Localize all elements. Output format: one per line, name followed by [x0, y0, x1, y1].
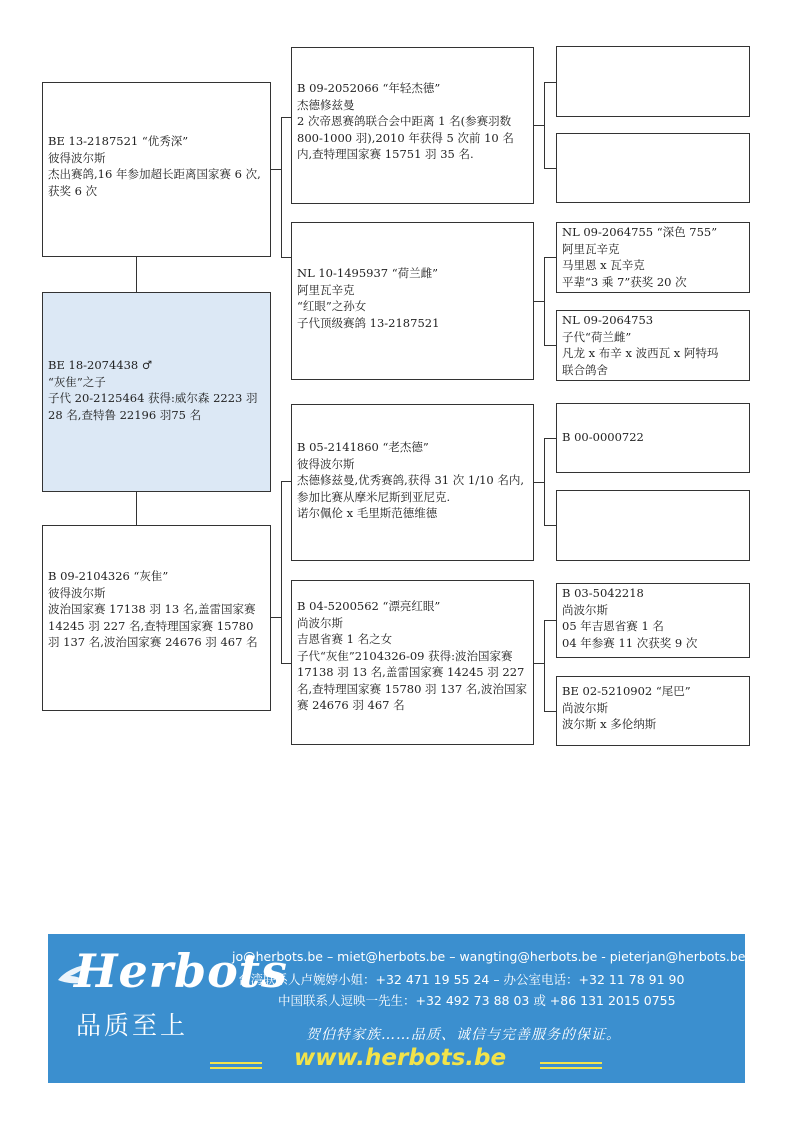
- sire-sire-line: 杰德修兹曼: [297, 97, 355, 112]
- gen4-sd-dam-line: 凡龙 x 布辛 x 波西瓦 x 阿特玛: [562, 346, 719, 360]
- sire-sire-line: 2 次帝恩赛鸽联合会中距离 1 名(参赛羽数 800-1000 羽),2010 年获得 5 次前 10 名内,查特理国家赛 15751 羽 35 名.: [297, 114, 514, 161]
- gen4-dd-dam-box: [556, 676, 750, 746]
- connector: [281, 117, 291, 118]
- connector: [281, 117, 282, 258]
- gen4-sd-dam-line: 子代“荷兰雌”: [562, 329, 632, 344]
- gen4-sd-dam-line: 联合鸽舍: [562, 362, 608, 377]
- gen4-ds-sire-box: [556, 403, 750, 473]
- dam-dam-line: 尚波尔斯: [297, 615, 343, 630]
- gen4-sd-dam-line: NL 09-2064753: [562, 313, 654, 327]
- website-link[interactable]: www.herbots.be: [294, 1045, 507, 1071]
- dam-sire-box: [291, 404, 534, 561]
- gen4-sd-dam-box: [556, 310, 750, 381]
- dam-dam-line: 吉恩省赛 1 名之女: [297, 632, 393, 646]
- gen4-ss-sire-box: [556, 46, 750, 117]
- gen4-sd-sire-line: 马里恩 x 瓦辛克: [562, 258, 645, 272]
- dam-dam-box: [291, 580, 534, 745]
- dam-line: 波治国家赛 17138 羽 13 名,盖雷国家赛 14245 羽 227 名,查特理国家赛 15780 羽 137 名,波治国家赛 24676 羽 467 名: [48, 602, 258, 649]
- connector: [544, 257, 545, 346]
- gen4-dd-dam-line: 波尔斯 x 多伦纳斯: [562, 717, 657, 731]
- sire-line: 彼得波尔斯: [48, 150, 106, 165]
- divider: [210, 1067, 262, 1069]
- connector: [544, 438, 556, 439]
- connector: [544, 620, 556, 621]
- sire-sire-box: [291, 47, 534, 204]
- footer-slogan: 贺伯特家族……品质、诚信与完善服务的保证。: [306, 1027, 621, 1043]
- gen4-dd-sire-line: 04 年参赛 11 次获奖 9 次: [562, 635, 698, 650]
- divider: [210, 1062, 262, 1064]
- connector: [136, 257, 137, 292]
- gen4-dd-sire-box: [556, 583, 750, 658]
- connector: [544, 711, 556, 712]
- connector: [544, 82, 556, 83]
- connector: [544, 438, 545, 526]
- divider: [540, 1062, 602, 1064]
- sire-sire-line: B 09-2052066 “年轻杰德”: [297, 81, 441, 95]
- dam-box: [42, 525, 271, 711]
- connector: [544, 345, 556, 346]
- gen4-dd-sire-line: 尚波尔斯: [562, 602, 608, 617]
- gen4-ds-sire-line: B 00-0000722: [562, 430, 644, 444]
- dam-sire-line: 杰德修兹曼,优秀赛鸽,获得 31 次 1/10 名内,参加比赛从摩米尼斯到亚尼克.: [297, 473, 525, 504]
- sire-dam-line: 阿里瓦辛克: [297, 282, 355, 297]
- connector: [544, 525, 556, 526]
- gen4-dd-sire-line: B 03-5042218: [562, 586, 644, 600]
- connector: [534, 125, 544, 126]
- sire-dam-line: 子代顶级赛鸽 13-2187521: [297, 315, 440, 330]
- sire-dam-box: [291, 222, 534, 380]
- gen4-sd-sire-line: 阿里瓦辛克: [562, 241, 620, 256]
- subject-line: 子代 20-2125464 获得:威尔森 2223 羽 28 名,查特鲁 22196 羽75 名: [48, 391, 258, 422]
- connector: [544, 257, 556, 258]
- connector: [534, 663, 544, 664]
- connector: [544, 168, 556, 169]
- connector: [544, 82, 545, 169]
- connector: [136, 492, 137, 525]
- connector: [534, 482, 544, 483]
- footer-china-contact: 中国联系人逗映一先生：+32 492 73 88 03 或 +86 131 2015 0755: [278, 993, 676, 1008]
- divider: [540, 1067, 602, 1069]
- subject-box: [42, 292, 271, 492]
- gen4-sd-sire-line: 平辈“3 乘 7”获奖 20 次: [562, 274, 687, 289]
- connector: [281, 481, 282, 664]
- sire-line: 杰出赛鸽,16 年参加超长距离国家赛 6 次,获奖 6 次: [48, 167, 261, 198]
- connector: [281, 663, 291, 664]
- gen4-dd-dam-line: BE 02-5210902 “尾巴”: [562, 684, 691, 698]
- sire-dam-line: “红眼”之孙女: [297, 299, 367, 313]
- gen4-dd-sire-line: 05 年吉恩省赛 1 名: [562, 619, 664, 633]
- connector: [271, 617, 281, 618]
- gen4-sd-sire-box: [556, 222, 750, 293]
- dam-line: B 09-2104326 “灰隹”: [48, 569, 169, 583]
- brand-logo: Herbots: [74, 944, 288, 998]
- dam-sire-line: 诺尔佩伦 x 毛里斯范德维德: [297, 506, 438, 520]
- dam-dam-line: 子代“灰隹”2104326-09 获得:波治国家赛 17138 羽 13 名,盖雷国家赛 14245 羽 227 名,查特理国家赛 15780 羽 137 名,波治国家赛 24676 羽 467 名: [297, 648, 527, 712]
- brand-tagline: 品质至上: [76, 1011, 189, 1040]
- subject-line: BE 18-2074438 ♂: [48, 358, 153, 372]
- connector: [544, 620, 545, 712]
- subject-line: “灰隹”之子: [48, 374, 106, 389]
- dam-sire-line: B 05-2141860 “老杰德”: [297, 440, 429, 454]
- gen4-dd-dam-line: 尚波尔斯: [562, 700, 608, 715]
- connector: [271, 169, 281, 170]
- connector: [281, 481, 291, 482]
- dam-line: 彼得波尔斯: [48, 585, 106, 600]
- gen4-ds-dam-box: [556, 490, 750, 561]
- connector: [281, 257, 291, 258]
- gen4-sd-sire-line: NL 09-2064755 “深色 755”: [562, 225, 718, 239]
- sire-dam-line: NL 10-1495937 “荷兰雌”: [297, 266, 439, 280]
- footer-emails: jo@herbots.be – miet@herbots.be – wangting@herbots.be - pieterjan@herbots.be: [232, 949, 746, 964]
- dam-dam-line: B 04-5200562 “漂亮红眼”: [297, 599, 441, 613]
- footer-banner: [48, 934, 745, 1083]
- sire-box: [42, 82, 271, 257]
- sire-line: BE 13-2187521 “优秀深”: [48, 134, 189, 148]
- footer-taiwan-contact: 台湾联系人卢婉婷小姐：+32 471 19 55 24 – 办公室电话：+32 11 78 91 90: [238, 972, 685, 987]
- gen4-ss-dam-box: [556, 133, 750, 203]
- connector: [534, 301, 544, 302]
- dam-sire-line: 彼得波尔斯: [297, 456, 355, 471]
